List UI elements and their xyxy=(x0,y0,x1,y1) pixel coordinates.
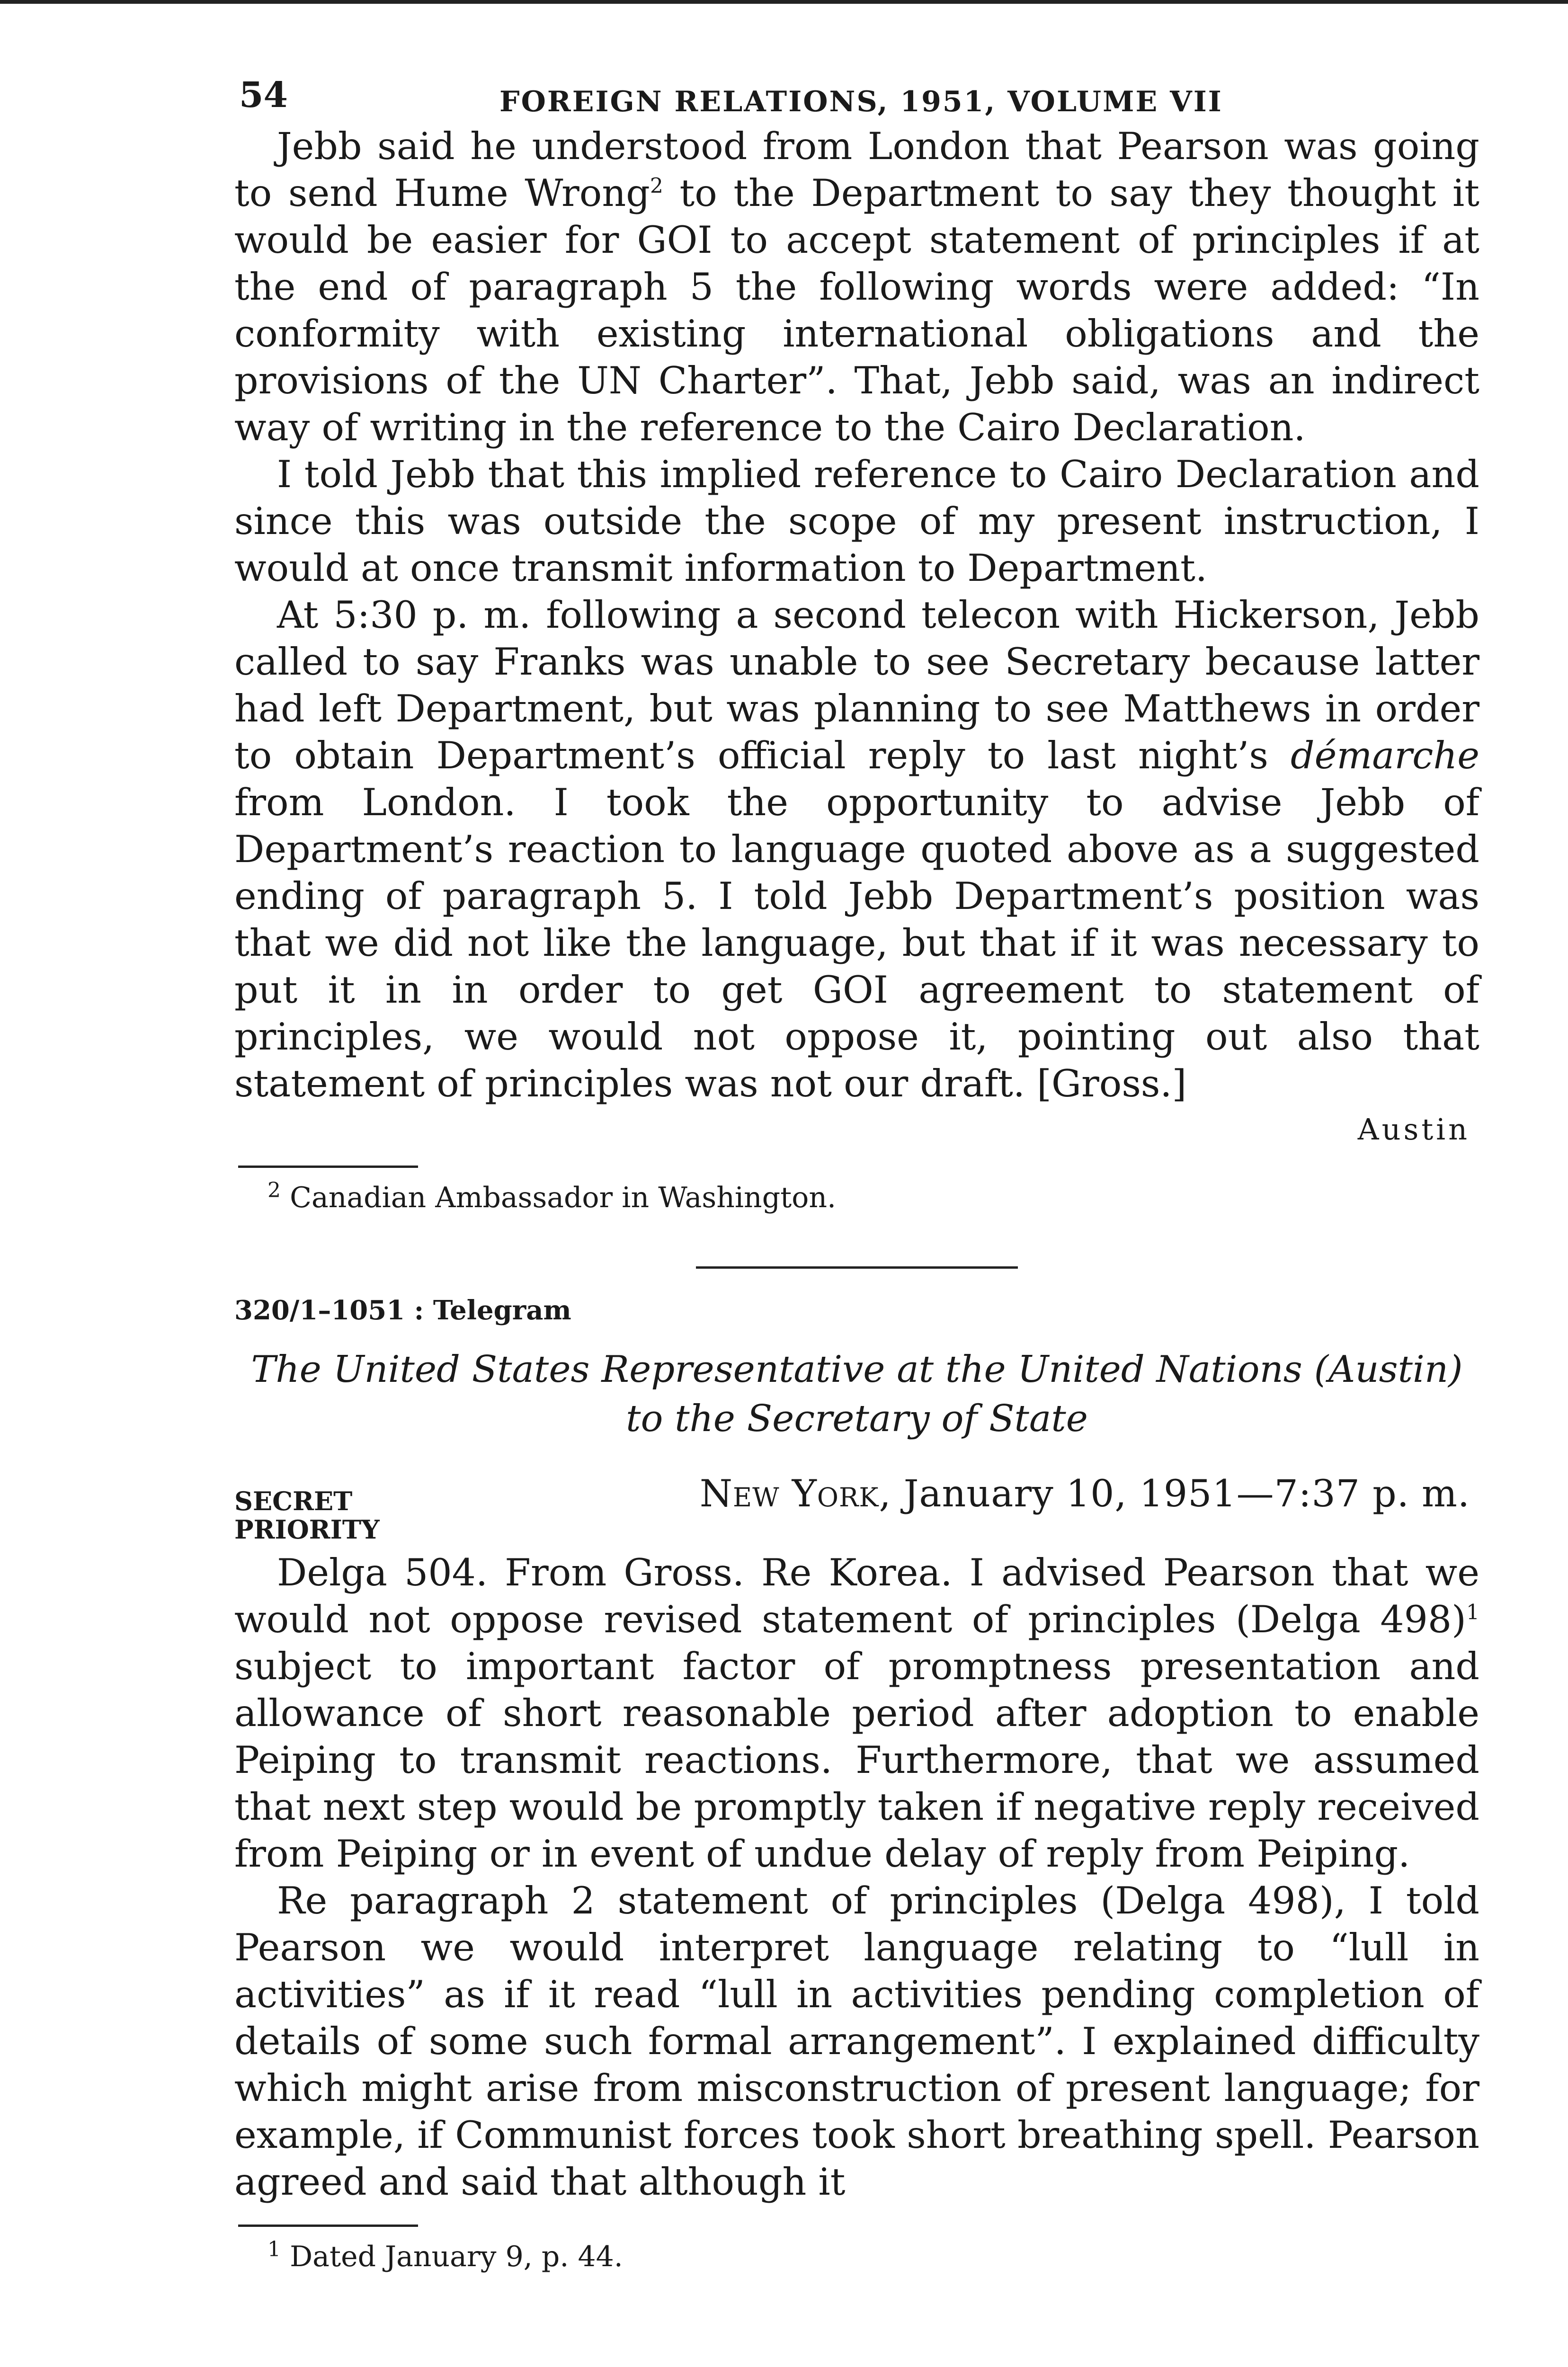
footnote-reference: 2 xyxy=(650,174,663,198)
document-id: 320/1–1051 : Telegram xyxy=(234,1295,571,1326)
body-paragraph: I told Jebb that this implied reference to Cairo Declaration and since this was outside the scope of my present instruction, I would at once transmit information to Department. xyxy=(234,453,1479,590)
document-title: The United States Representative at the United Nations (Austin) to the Secretary of State xyxy=(251,1348,1463,1440)
priority-label: PRIORITY xyxy=(234,1514,380,1545)
footnote-reference: 1 xyxy=(1466,1600,1479,1625)
telegram-paragraph: Delga 504. From Gross. Re Korea. I advised Pearson that we would not oppose revised statement of principles (Delga 498)$^1$ subject to important factor of promptness presentation and allowance of short reasonable period after adoption to enable Peiping to transmit reactions. Furthermore, that we assumed that next step would be promptly taken if negative reply received from Peiping or in event of undue delay of reply from Peiping. xyxy=(234,1551,1479,1876)
dateline: New York, January 10, 1951—7:37 p. m. xyxy=(699,1472,1470,1515)
telegram-paragraph: Re paragraph 2 statement of principles (Delga 498), I told Pearson we would interpret language relating to “lull in activities” as if it read “lull in activities pending completion of details of some such formal arrangement”. I explained difficulty which might arise from misconstruction of present language; for example, if Communist forces took short breathing spell. Pearson agreed and said that although it xyxy=(234,1879,1479,2204)
dateline-row xyxy=(234,1472,1479,1524)
signature: Austin xyxy=(1357,1112,1470,1147)
footnote-rule xyxy=(238,1166,418,1168)
footnote-rule xyxy=(238,2225,418,2227)
body-paragraph: At 5:30 p. m. following a second telecon with Hickerson, Jebb called to say Franks was unable to see Secretary because latter had left Department, but was planning to see Matthews in order to obtain Department’s official reply to last night’s démarche from London. I took the opportunity to advise Jebb of Department’s reaction to language quoted above as a suggested ending of paragraph 5. I told Jebb Department’s position was that we did not like the language, but that if it was necessary to put it in in order to get GOI agreement to statement of principles, we would not oppose it, pointing out also that statement of principles was not our draft. [Gross.] xyxy=(234,593,1479,1105)
footnote: $^2$ Canadian Ambassador in Washington. xyxy=(267,1178,837,1214)
body-paragraph: Jebb said he understood from London that Pearson was going to send Hume Wrong$^2$ to the Department to say they thought it would be easier for GOI to accept statement of principles if at the end of paragraph 5 the following words were added: “In conformity with existing international obligations and the provisions of the UN Charter”. That, Jebb said, was an indirect way of writing in the reference to the Cairo Declaration. xyxy=(234,125,1480,449)
page-top-edge xyxy=(0,0,1568,4)
page-number: 54 xyxy=(239,75,288,116)
classification-label: SECRET xyxy=(234,1486,353,1516)
running-head-title: FOREIGN RELATIONS, 1951, VOLUME VII xyxy=(499,85,1223,118)
footnote: $^1$ Dated January 9, p. 44. xyxy=(267,2237,623,2273)
section-separator xyxy=(696,1266,1018,1269)
document-page xyxy=(234,71,1479,2273)
running-head xyxy=(234,71,1479,123)
